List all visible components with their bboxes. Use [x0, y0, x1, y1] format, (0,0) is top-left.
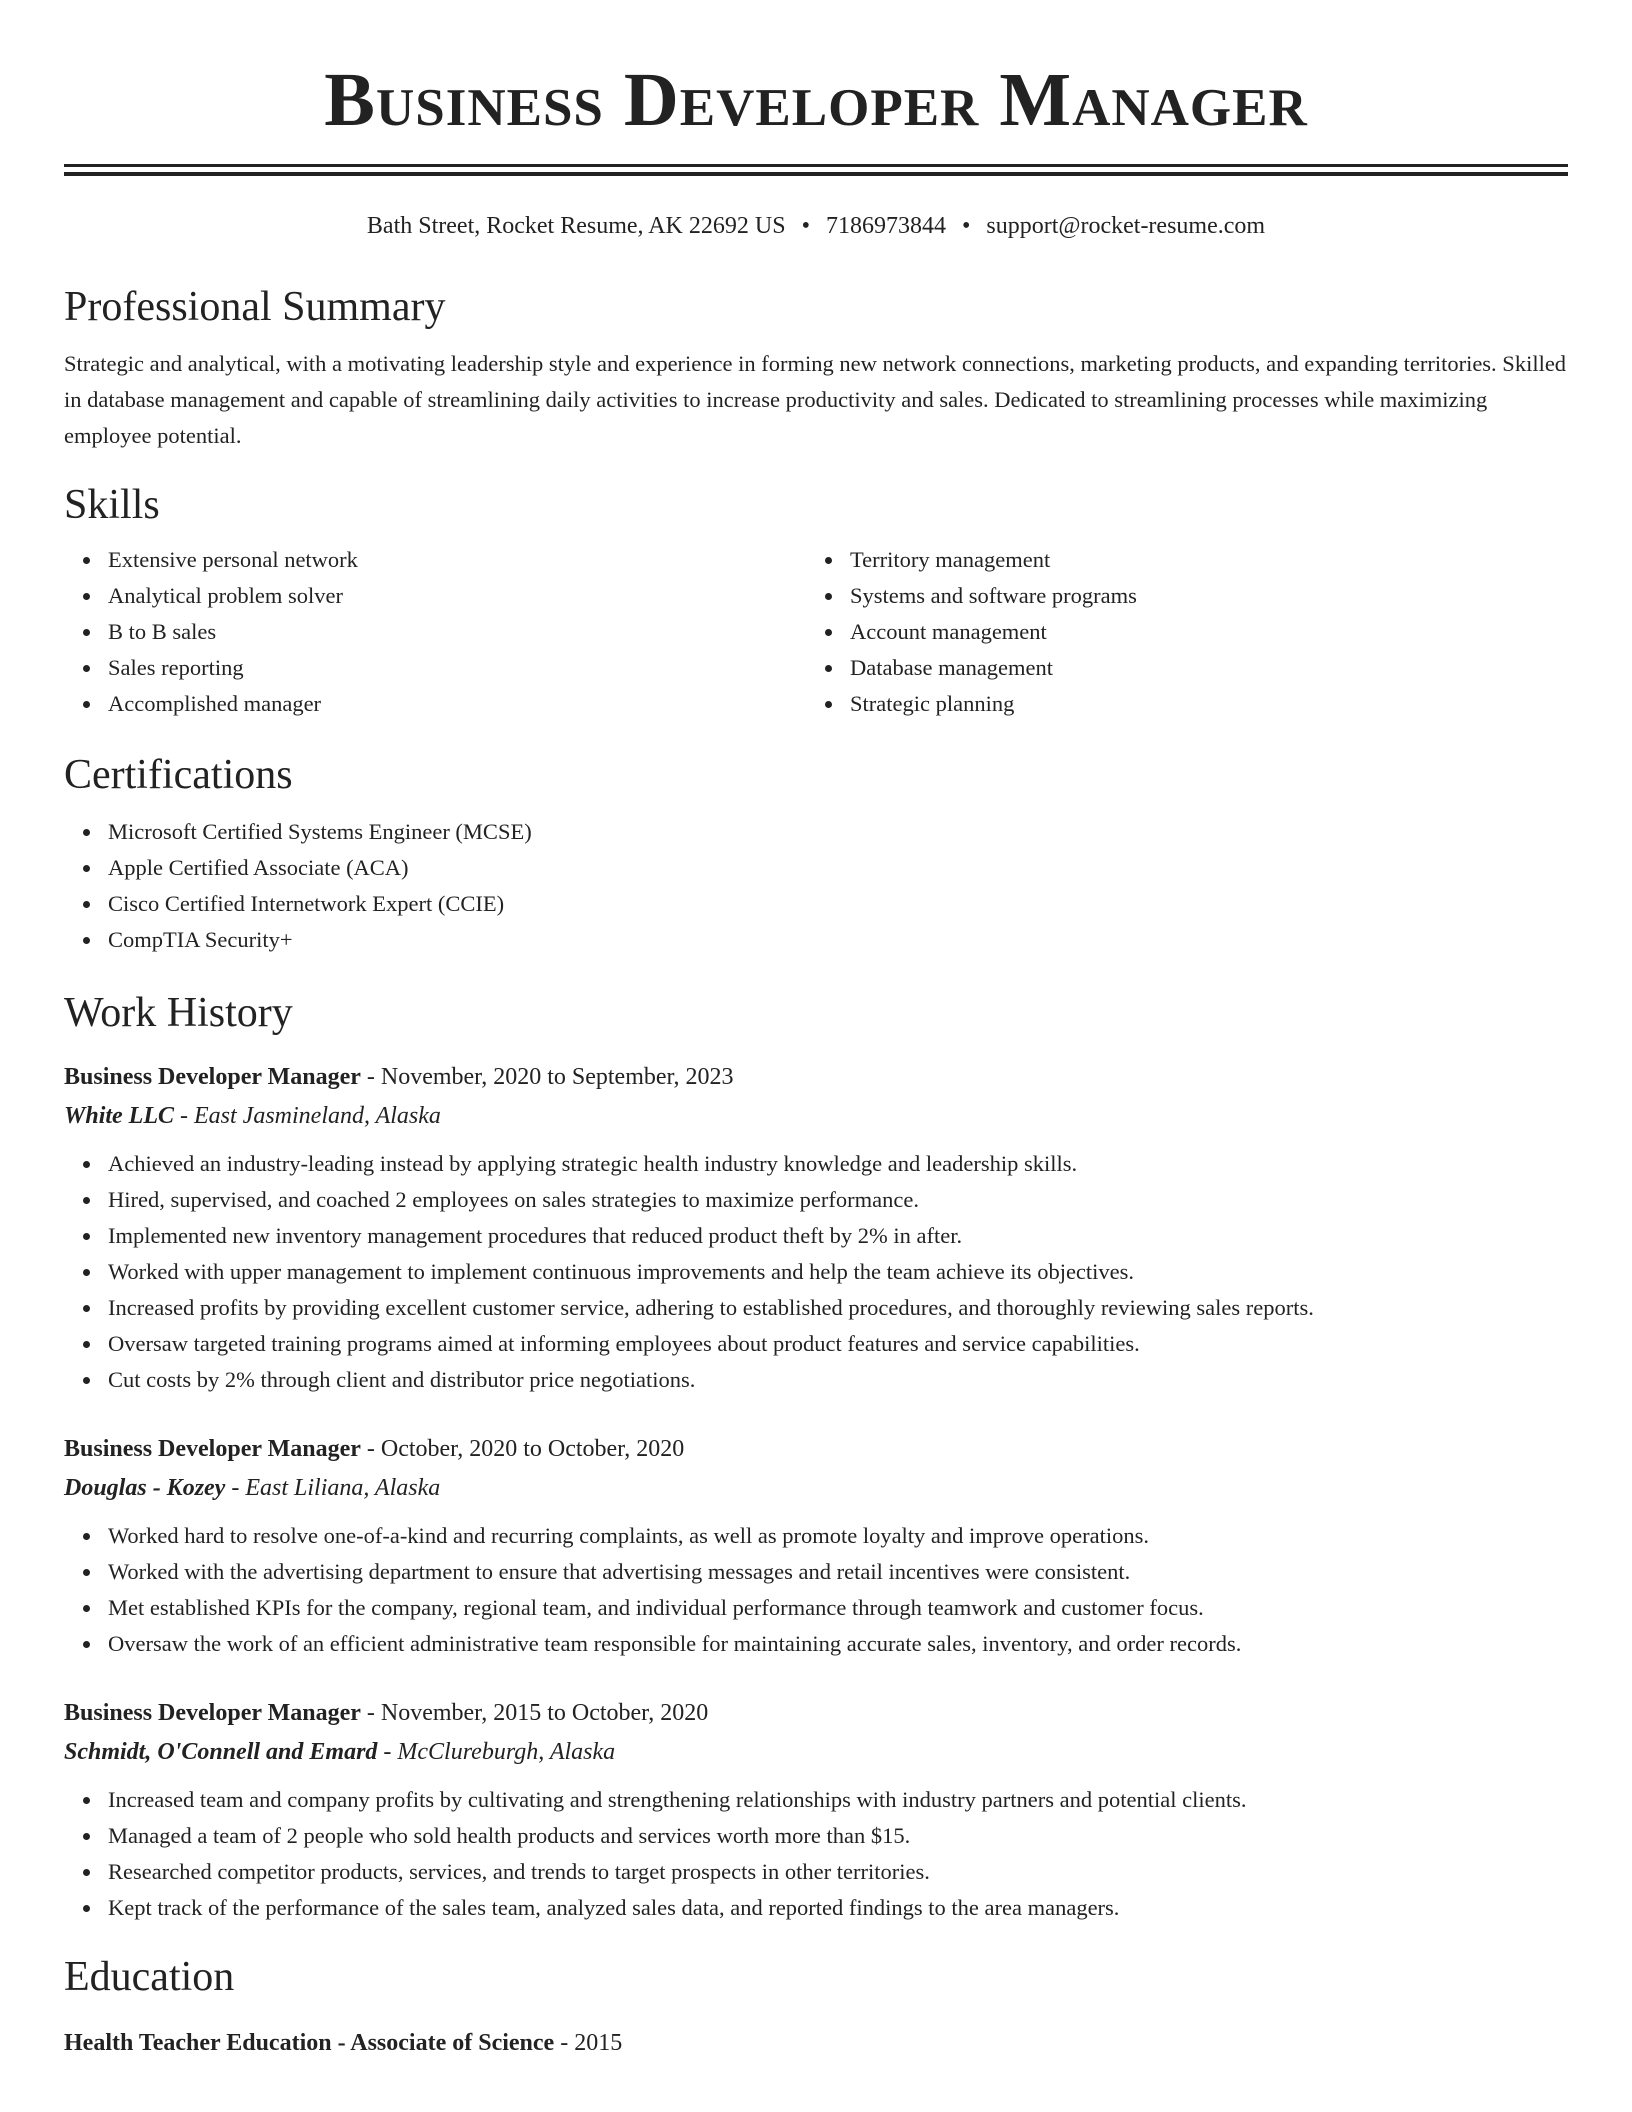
job-dates: October, 2020 to October, 2020	[380, 1436, 685, 1462]
job-bullet: Worked with upper management to implement continuous improvements and help the team achieve its objectives.	[108, 1254, 1568, 1290]
section-heading-certifications: Certifications	[64, 752, 293, 798]
skill-item: Database management	[850, 650, 1548, 686]
job-company: Schmidt, O'Connell and Emard	[64, 1739, 378, 1765]
job-company: Douglas - Kozey	[64, 1475, 226, 1501]
job-entry	[64, 1430, 1568, 1662]
job-bullet: Kept track of the performance of the sales team, analyzed sales data, and reported findings to the area managers.	[108, 1890, 1568, 1926]
job-entry	[64, 1058, 1568, 1398]
certification-item: Cisco Certified Internetwork Expert (CCIE)	[108, 886, 1568, 922]
contact-separator: •	[961, 213, 971, 239]
job-title-line	[64, 1694, 1568, 1732]
certification-item: Apple Certified Associate (ACA)	[108, 850, 1568, 886]
job-dates: November, 2015 to October, 2020	[380, 1700, 709, 1726]
skills-column-right	[806, 542, 1548, 722]
resume-title: Business Developer Manager	[324, 58, 1308, 142]
job-bullet: Oversaw the work of an efficient administrative team responsible for maintaining accurate sales, inventory, and order records.	[108, 1626, 1568, 1662]
skill-item: Account management	[850, 614, 1548, 650]
skills-list-right	[806, 542, 1548, 722]
skill-item: Sales reporting	[108, 650, 806, 686]
job-bullet: Cut costs by 2% through client and distributor price negotiations.	[108, 1362, 1568, 1398]
job-bullet: Met established KPIs for the company, regional team, and individual performance through teamwork and customer focus.	[108, 1590, 1568, 1626]
job-company-line	[64, 1468, 1568, 1508]
job-bullets	[64, 1146, 1568, 1398]
job-bullets	[64, 1782, 1568, 1926]
contact-email: support@rocket-resume.com	[986, 213, 1266, 239]
job-location: McClureburgh, Alaska	[397, 1739, 616, 1765]
summary-text: Strategic and analytical, with a motivating leadership style and experience in forming new network connections, marketing products, and expanding territories. Skilled in database management and capable of streamlining daily activities to increase productivity and sales. Dedicated to streamlining processes while maximizing employee potential.	[64, 351, 1567, 448]
resume-page	[64, 0, 1568, 2062]
job-bullet: Worked with the advertising department to ensure that advertising messages and retail incentives were consistent.	[108, 1554, 1568, 1590]
section-heading-work-history: Work History	[64, 990, 293, 1036]
job-dash: -	[360, 1700, 381, 1726]
job-bullet: Implemented new inventory management procedures that reduced product theft by 2% in after.	[108, 1218, 1568, 1254]
skill-item: Analytical problem solver	[108, 578, 806, 614]
job-bullet: Increased team and company profits by cultivating and strengthening relationships with industry partners and potential clients.	[108, 1782, 1568, 1818]
skill-item: Territory management	[850, 542, 1548, 578]
education-degree: Health Teacher Education - Associate of Science	[64, 2030, 555, 2056]
contact-separator: •	[801, 213, 810, 239]
job-dash: -	[174, 1103, 195, 1129]
job-dash: -	[225, 1475, 246, 1501]
skill-item: Extensive personal network	[108, 542, 806, 578]
certification-item: CompTIA Security+	[108, 922, 1568, 958]
job-title: Business Developer Manager	[64, 1436, 361, 1462]
job-dash: -	[360, 1064, 381, 1090]
skill-item: Accomplished manager	[108, 686, 806, 722]
education-entry	[64, 2024, 1568, 2062]
skills-list-left	[64, 542, 806, 722]
section-heading-education: Education	[64, 1954, 235, 2000]
job-entry	[64, 1694, 1568, 1926]
job-bullet: Oversaw targeted training programs aimed at informing employees about product features and service capabilities.	[108, 1326, 1568, 1362]
certifications-list	[64, 814, 1568, 958]
job-title-line	[64, 1058, 1568, 1096]
job-company-line	[64, 1732, 1568, 1772]
job-title: Business Developer Manager	[64, 1064, 361, 1090]
job-location: East Jasmineland, Alaska	[194, 1103, 441, 1129]
job-bullet: Managed a team of 2 people who sold health products and services worth more than $15.	[108, 1818, 1568, 1854]
job-dates: November, 2020 to September, 2023	[380, 1064, 734, 1090]
job-bullet: Increased profits by providing excellent customer service, adhering to established procedures, and thoroughly reviewing sales reports.	[108, 1290, 1568, 1326]
education-dash: -	[554, 2030, 575, 2056]
skills-column-left	[64, 542, 806, 722]
job-title-line	[64, 1430, 1568, 1468]
job-bullet: Researched competitor products, services, and trends to target prospects in other territories.	[108, 1854, 1568, 1890]
section-heading-skills: Skills	[64, 482, 160, 528]
job-dash: -	[377, 1739, 398, 1765]
job-bullet: Worked hard to resolve one-of-a-kind and recurring complaints, as well as promote loyalty and improve operations.	[108, 1518, 1568, 1554]
job-title: Business Developer Manager	[64, 1700, 361, 1726]
job-dash: -	[360, 1436, 381, 1462]
job-bullet: Achieved an industry-leading instead by applying strategic health industry knowledge and leadership skills.	[108, 1146, 1568, 1182]
skill-item: Systems and software programs	[850, 578, 1548, 614]
job-bullet: Hired, supervised, and coached 2 employees on sales strategies to maximize performance.	[108, 1182, 1568, 1218]
contact-address: Bath Street, Rocket Resume, AK 22692 US	[366, 213, 786, 239]
certification-item: Microsoft Certified Systems Engineer (MCSE)	[108, 814, 1568, 850]
section-heading-summary: Professional Summary	[64, 284, 446, 330]
job-bullets	[64, 1518, 1568, 1662]
job-location: East Liliana, Alaska	[245, 1475, 441, 1501]
education-year: 2015	[574, 2030, 623, 2056]
job-company-line	[64, 1096, 1568, 1136]
contact-phone: 7186973844	[825, 213, 946, 239]
skill-item: B to B sales	[108, 614, 806, 650]
title-divider	[64, 164, 1568, 176]
job-company: White LLC	[64, 1103, 175, 1129]
skills-columns	[64, 542, 1568, 722]
skill-item: Strategic planning	[850, 686, 1548, 722]
contact-line	[64, 210, 1568, 242]
